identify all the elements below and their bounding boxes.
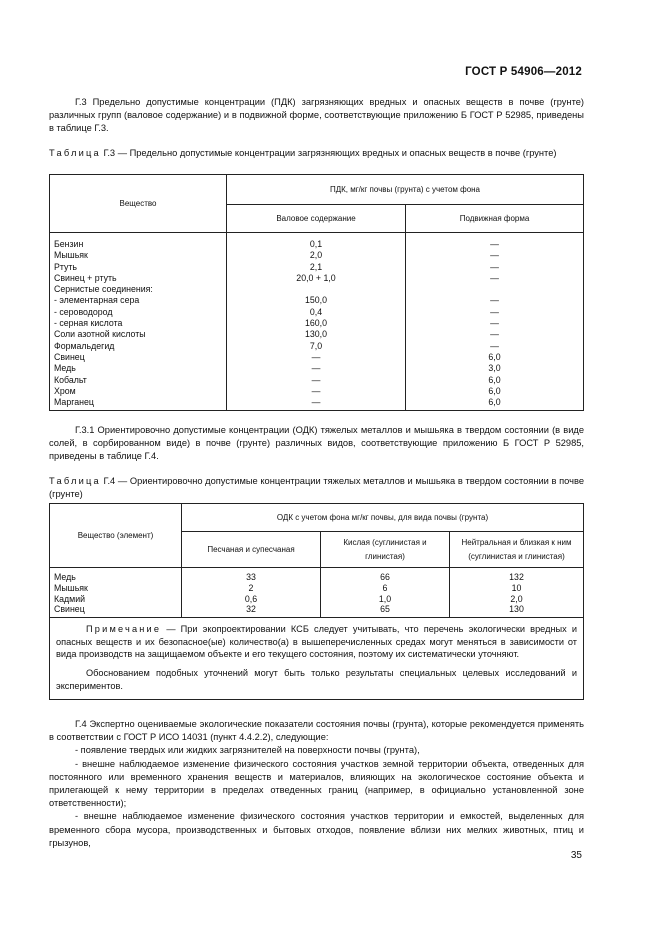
table-g4-acid-values: 66 6 1,0 65	[321, 568, 450, 618]
paragraph-g31: Г.3.1 Ориентировочно допустимые концентрации (ОДК) тяжелых металлов и мышьяка в твердом состоянии (в виде солей, в сорбированном виде) в почве (грунте) различных видов, соответствующие приложению Б ГОСТ Р 52985, приведены в таблице Г.4.	[49, 425, 584, 462]
table-g3	[49, 174, 584, 411]
table-g3-caption	[49, 147, 584, 160]
table-g4-header-odk: ОДК с учетом фона мг/кг почвы, для вида почвы (грунта)	[182, 504, 584, 532]
bullet-3: - внешне наблюдаемое изменение физического состояния участков территории и емкостей, выделенных для временного сбора мусора, производственных и бытовых отходов, появление вблизи них мелких животных, птиц и грызунов,	[49, 811, 584, 848]
table-g3-wrap	[49, 174, 584, 411]
table-g4-header-neutral: Нейтральная и близкая к ним (суглинистая и глинистая)	[450, 532, 584, 568]
table-g4-wrap	[49, 503, 584, 700]
table-g4-note-text: — При экопроектировании КСБ следует учитывать, что перечень экологически вредных и опасных веществ и их безопасное(ые) количество(а) в вышеперечисленных средах могут меняться в зависимости от вида производств на защищаемом объекте и его текущего состояния, поэтому их систематически уточняют.	[56, 624, 577, 660]
table-g4	[49, 503, 584, 700]
table-g4-header-acid: Кислая (суглинистая и глинистая)	[321, 532, 450, 568]
table-g3-header-gross: Валовое содержание	[227, 205, 406, 233]
table-g4-neutral-values: 132 10 2,0 130	[450, 568, 584, 618]
table-g4-header-element: Вещество (элемент)	[50, 504, 182, 568]
table-g4-note-text-2: Обоснованием подобных уточнений могут быть только результаты специальных целевых исследований и экспериментов.	[56, 667, 577, 691]
bullet-1: - появление твердых или жидких загрязнителей на поверхности почвы (грунта),	[75, 745, 420, 756]
table-g3-header-mobile: Подвижная форма	[406, 205, 584, 233]
table-g4-elements: Медь Мышьяк Кадмий Свинец	[50, 568, 182, 618]
paragraph-g4: Г.4 Экспертно оцениваемые экологические показатели состояния почвы (грунта), которые рекомендуется применять в соответствии с ГОСТ Р ИСО 14031 (пункт 4.4.2.2), следующие:	[49, 719, 584, 743]
bullet-2: - внешне наблюдаемое изменение физического состояния участков земной территории объекта, отведенных для постоянного или временного хранения веществ и материалов, влияющих на экологическое состояние объекта и прилегающей к нему территории в пределах отведенных границ (например, в официально установленной зоне ответственности);	[49, 758, 584, 809]
table-g3-gross-values: 0,1 2,0 2,1 20,0 + 1,0 150,0 0,4 160,0 130,0 7,0 — — — — —	[227, 233, 406, 411]
table-g3-title: Г.3 — Предельно допустимые концентрации загрязняющих вредных и опасных веществ в почве (грунте)	[103, 148, 557, 158]
table-g4-title: Г.4 — Ориентировочно допустимые концентрации тяжелых металлов и мышьяка в твердом состоянии в почве (грунте)	[49, 476, 584, 500]
table-g4-sandy-values: 33 2 0,6 32	[182, 568, 321, 618]
table-g4-header-sandy: Песчаная и супесчаная	[182, 532, 321, 568]
page-header: ГОСТ Р 54906—2012	[465, 66, 582, 78]
table-g3-header-pdk: ПДК, мг/кг почвы (грунта) с учетом фона	[227, 175, 584, 205]
page-number: 35	[570, 850, 582, 861]
table-g4-note	[50, 618, 584, 700]
table-g4-caption	[49, 475, 584, 501]
paragraph-g4-block	[49, 718, 584, 850]
table-g4-note-label: Примечание	[86, 624, 162, 635]
table-g3-label: Таблица	[49, 148, 101, 158]
paragraph-g3: Г.3 Предельно допустимые концентрации (ПДК) загрязняющих вредных и опасных веществ в почве (грунте) различных групп (валовое содержание) и в подвижной форме, соответствующие приложению Б ГОСТ Р 52985, приведены в таблице Г.3.	[49, 97, 584, 134]
paragraph-g3-block	[49, 96, 584, 136]
table-g3-header-substance: Вещество	[50, 175, 227, 233]
table-g4-label: Таблица	[49, 476, 101, 486]
paragraph-g31-block	[49, 424, 584, 464]
table-g3-substances: Бензин Мышьяк Ртуть Свинец + ртуть Сернистые соединения: - элементарная сера - сероводород - серная кислота Соли азотной кислоты Формальдегид Свинец Медь Кобальт Хром Марганец	[50, 233, 227, 411]
table-g3-mobile-values: — — — — — — — — — 6,0 3,0 6,0 6,0 6,0	[406, 233, 584, 411]
